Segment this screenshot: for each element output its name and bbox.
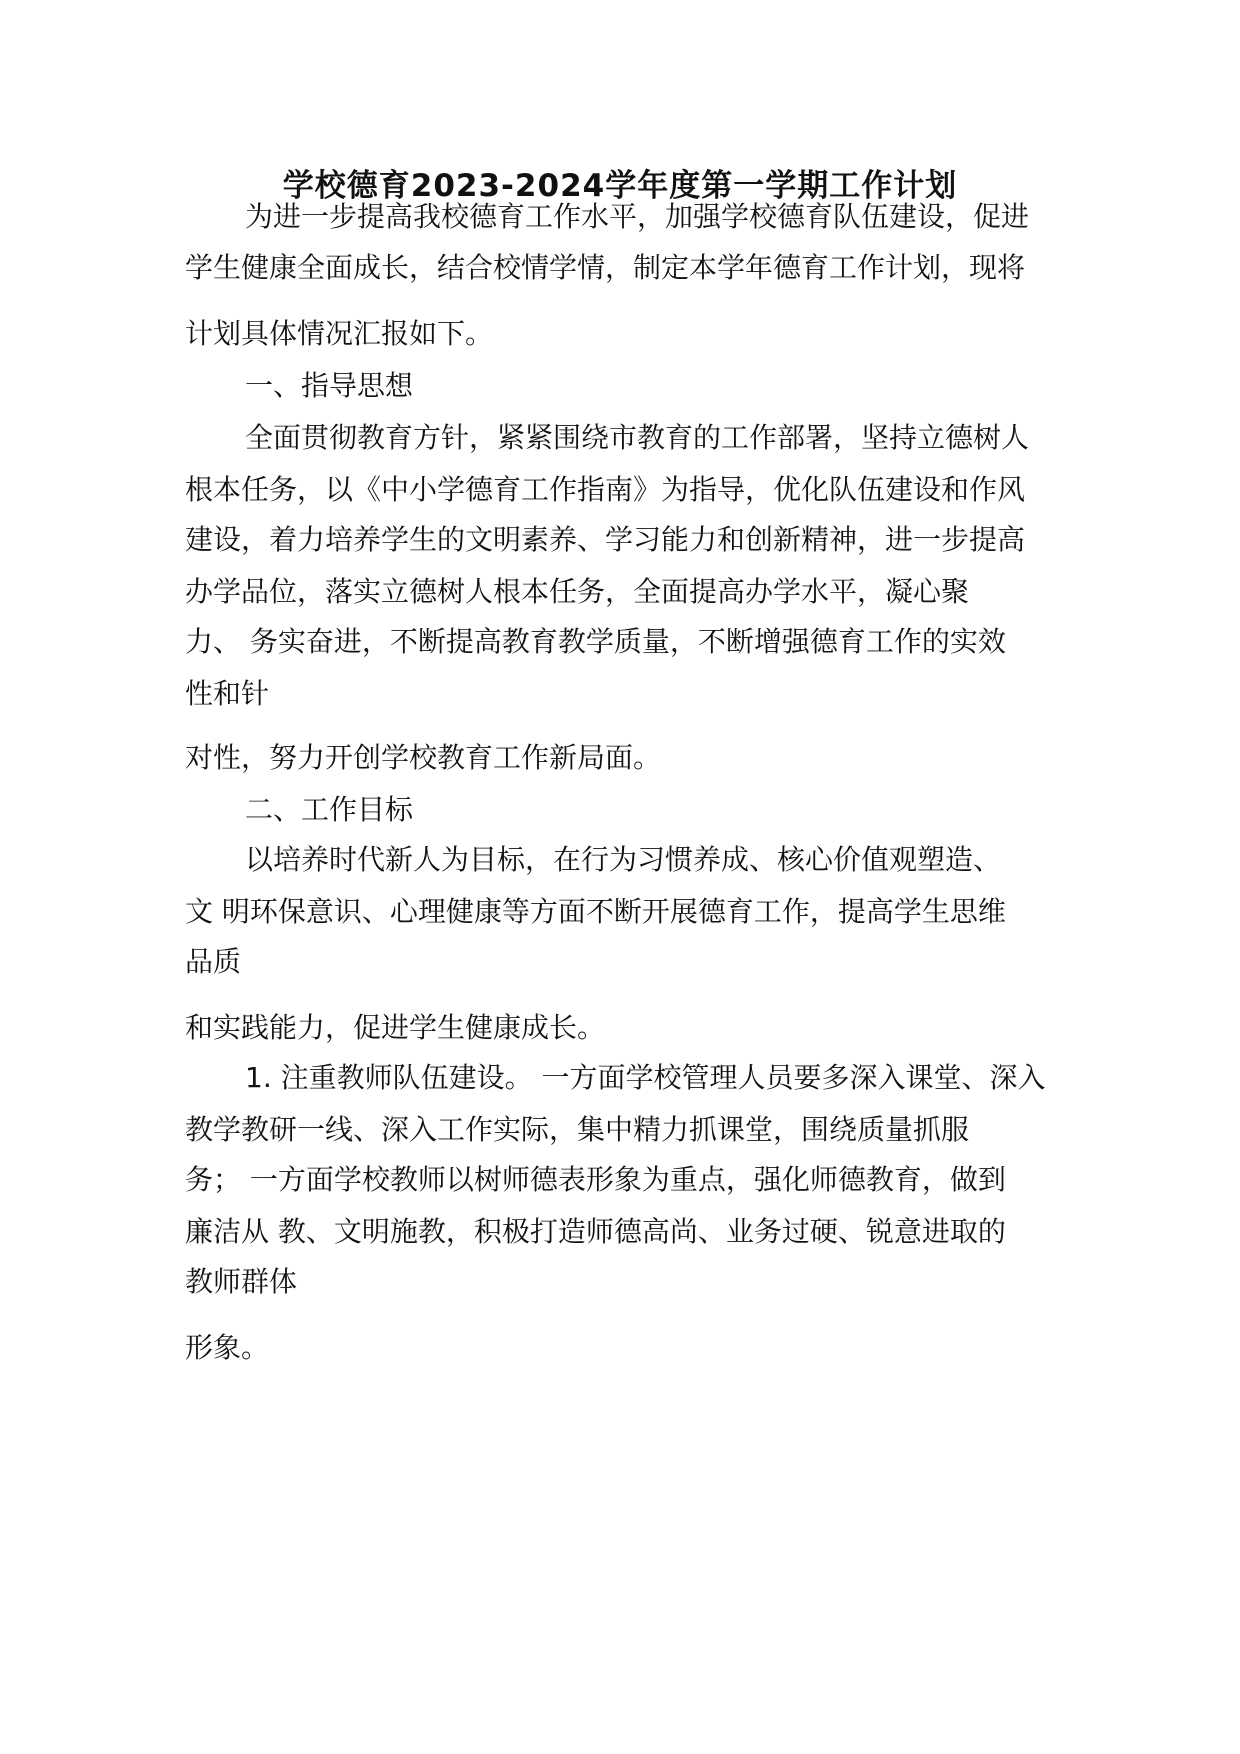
section2-line-3: 品质: [185, 945, 242, 978]
intro-line-1: 为进一步提高我校德育工作水平，加强学校德育队伍建设，促进: [245, 200, 1030, 233]
item1-line-5: 教师群体: [185, 1265, 298, 1298]
item1-line-4: 廉洁从 教、文明施教，积极打造师德高尚、业务过硬、锐意进取的: [185, 1215, 1006, 1248]
section1-line-2: 根本任务，以《中小学德育工作指南》为指导，优化队伍建设和作风: [185, 473, 1026, 506]
intro-line-2: 学生健康全面成长，结合校情学情，制定本学年德育工作计划，现将: [185, 251, 1026, 284]
section2-heading: 二、工作目标: [245, 793, 414, 826]
intro-line-3: 计划具体情况汇报如下。: [185, 317, 494, 350]
item1-line-1: 1. 注重教师队伍建设。 一方面学校管理人员要多深入课堂、深入: [245, 1061, 1046, 1094]
document-title: 学校德育2023-2024学年度第一学期工作计划: [282, 168, 958, 204]
section1-line-3: 建设，着力培养学生的文明素养、学习能力和创新精神，进一步提高: [185, 523, 1026, 556]
section1-line-5: 力、 务实奋进，不断提高教育教学质量，不断增强德育工作的实效: [185, 625, 1006, 658]
section2-line-2: 文 明环保意识、心理健康等方面不断开展德育工作，提高学生思维: [185, 895, 1006, 928]
section1-line-7: 对性，努力开创学校教育工作新局面。: [185, 741, 662, 774]
section2-line-4: 和实践能力，促进学生健康成长。: [185, 1011, 606, 1044]
item1-line-2: 教学教研一线、深入工作实际，集中精力抓课堂，围绕质量抓服: [185, 1113, 970, 1146]
item1-line-6: 形象。: [185, 1331, 270, 1364]
section1-line-6: 性和针: [185, 677, 270, 710]
section1-line-1: 全面贯彻教育方针，紧紧围绕市教育的工作部署，坚持立德树人: [245, 421, 1030, 454]
section1-heading: 一、指导思想: [245, 369, 414, 402]
item1-line-3: 务； 一方面学校教师以树师德表形象为重点，强化师德教育，做到: [185, 1163, 1006, 1196]
section1-line-4: 办学品位，落实立德树人根本任务，全面提高办学水平，凝心聚: [185, 575, 970, 608]
section2-line-1: 以培养时代新人为目标，在行为习惯养成、核心价值观塑造、: [245, 843, 1002, 876]
